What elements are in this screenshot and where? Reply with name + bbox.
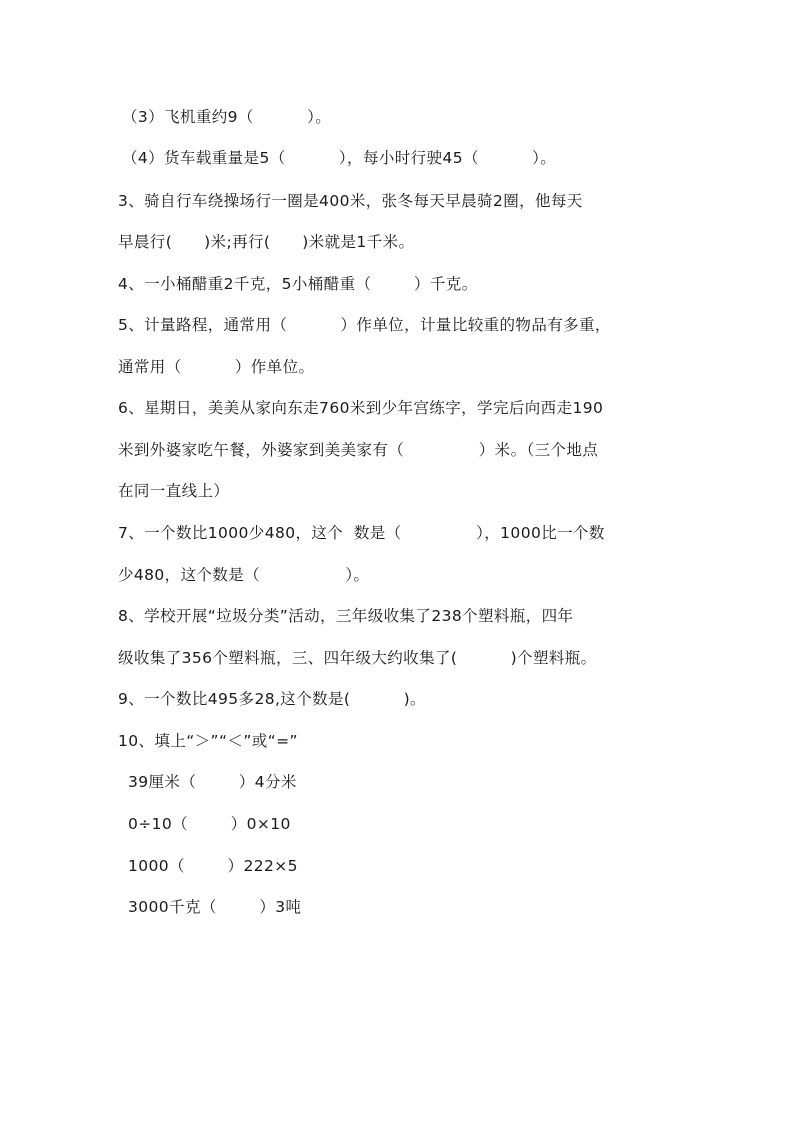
question-5-line-2: 通常用（ ）作单位。 <box>118 358 315 376</box>
question-10-item-4: 3000千克（ ）3吨 <box>128 898 302 916</box>
question-3-line-1: 3、骑自行车绕操场行一圈是400米，张冬每天早晨骑2圈，他每天 <box>118 192 583 210</box>
question-8-line-1: 8、学校开展“垃圾分类”活动，三年级收集了238个塑料瓶，四年 <box>118 607 574 625</box>
question-4: 4、一小桶醋重2千克，5小桶醋重（ ）千克。 <box>118 275 478 293</box>
question-7-line-1: 7、一个数比1000少480，这个 数是（ ），1000比一个数 <box>118 524 605 542</box>
question-10-item-1: 39厘米（ ）4分米 <box>128 773 297 791</box>
question-3-line-2: 早晨行( )米;再行( )米就是1千米。 <box>118 233 415 251</box>
question-6-line-3: 在同一直线上） <box>118 482 230 500</box>
question-6-line-1: 6、星期日，美美从家向东走760米到少年宫练字，学完后向西走190 <box>118 399 604 417</box>
question-10-item-3: 1000（ ）222×5 <box>128 857 298 875</box>
question-10-item-2: 0÷10（ ）0×10 <box>128 815 291 833</box>
question-6-line-2: 米到外婆家吃午餐，外婆家到美美家有（ ）米。（三个地点 <box>118 441 599 459</box>
question-3-4-truck: （4）货车载重量是5（ ），每小时行驶45（ ）。 <box>122 149 557 167</box>
question-8-line-2: 级收集了356个塑料瓶，三、四年级大约收集了( )个塑料瓶。 <box>118 649 597 667</box>
question-9: 9、一个数比495多28,这个数是( )。 <box>118 690 426 708</box>
question-3-3-airplane: （3）飞机重约9（ ）。 <box>122 108 332 126</box>
question-10-title: 10、填上“＞”“＜”或“=” <box>118 732 298 750</box>
question-5-line-1: 5、计量路程，通常用（ ）作单位，计量比较重的物品有多重， <box>118 316 611 334</box>
question-7-line-2: 少480，这个数是（ ）。 <box>118 566 370 584</box>
